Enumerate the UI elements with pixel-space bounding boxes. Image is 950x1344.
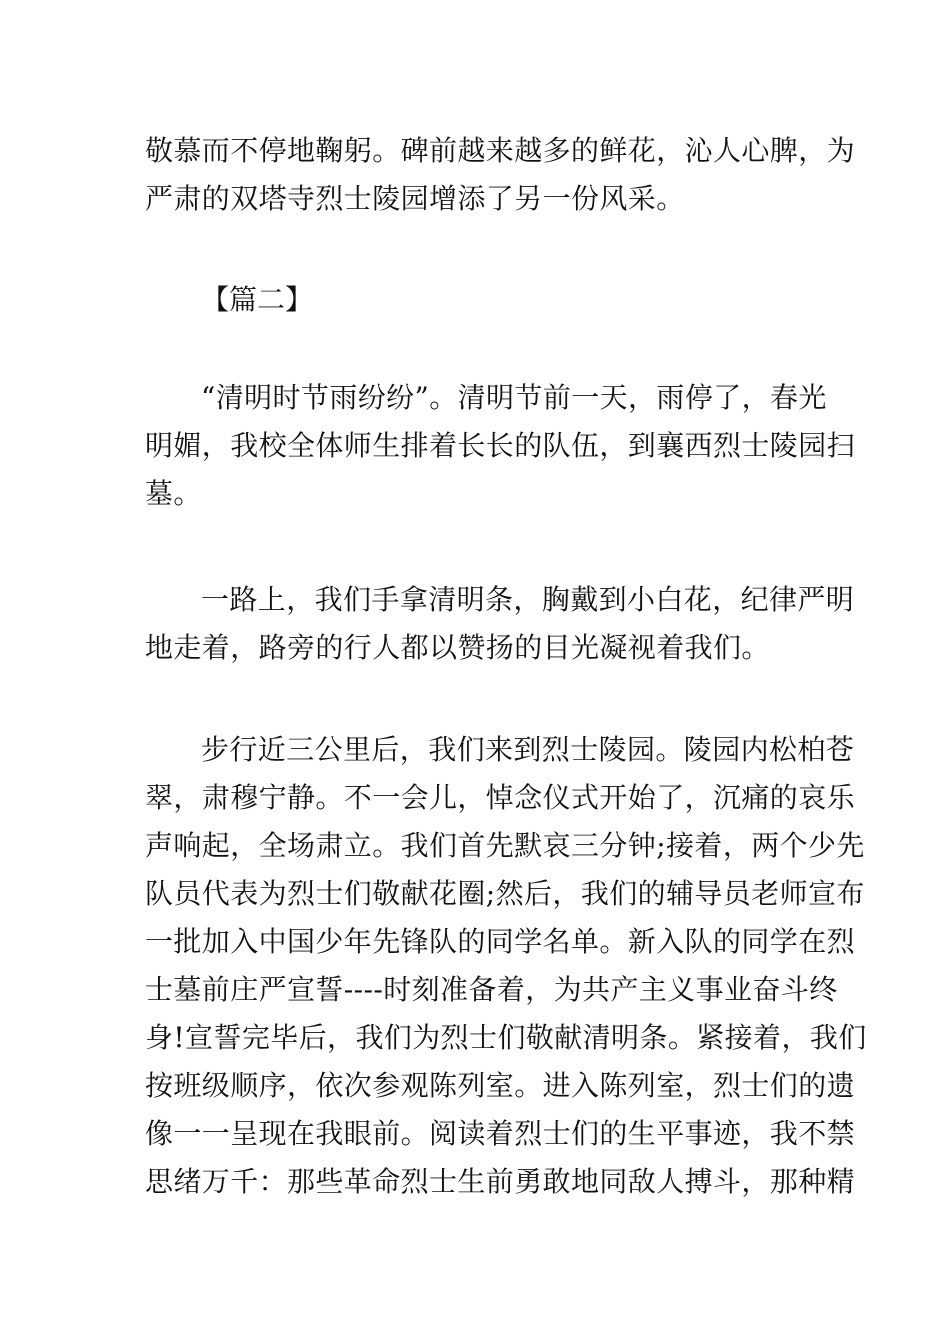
text-line: 步行近三公里后，我们来到烈士陵园。陵园内松柏苍 (201, 733, 855, 766)
text-line: 敬慕而不停地鞠躬。碑前越来越多的鲜花，沁人心脾，为 (145, 134, 856, 167)
text-line: 思绪万千：那些革命烈士生前勇敢地同敌人搏斗，那种精 (145, 1165, 856, 1198)
text-line: 士墓前庄严宣誓----时刻准备着，为共产主义事业奋斗终 (145, 973, 838, 1006)
paragraph-1 (145, 374, 856, 518)
paragraph-2 (145, 576, 855, 672)
text-line: 按班级顺序，依次参观陈列室。进入陈列室，烈士们的遗 (145, 1069, 856, 1102)
text-line: 地走着，路旁的行人都以赞扬的目光凝视着我们。 (145, 631, 770, 664)
text-line: 身!宣誓完毕后，我们为烈士们敬献清明条。紧接着，我们 (145, 1021, 867, 1054)
text-line: 明媚，我校全体师生排着长长的队伍，到襄西烈士陵园扫 (145, 429, 856, 462)
text-line: 声响起，全场肃立。我们首先默哀三分钟;接着，两个少先 (145, 829, 865, 862)
text-line: “清明时节雨纷纷”。清明节前一天，雨停了，春光 (201, 381, 827, 414)
text-line: 像一一呈现在我眼前。阅读着烈士们的生平事迹，我不禁 (145, 1117, 856, 1150)
section-heading: 【篇二】 (201, 283, 314, 316)
text-line: 翠，肃穆宁静。不一会儿，悼念仪式开始了，沉痛的哀乐 (145, 781, 856, 814)
intro-paragraph (145, 127, 856, 223)
text-line: 严肃的双塔寺烈士陵园增添了另一份风采。 (145, 182, 685, 215)
text-line: 队员代表为烈士们敬献花圈;然后，我们的辅导员老师宣布 (145, 877, 865, 910)
paragraph-3 (145, 726, 867, 1206)
text-line: 墓。 (145, 477, 202, 510)
text-line: 一路上，我们手拿清明条，胸戴到小白花，纪律严明 (201, 583, 855, 616)
text-line: 一批加入中国少年先锋队的同学名单。新入队的同学在烈 (145, 925, 856, 958)
